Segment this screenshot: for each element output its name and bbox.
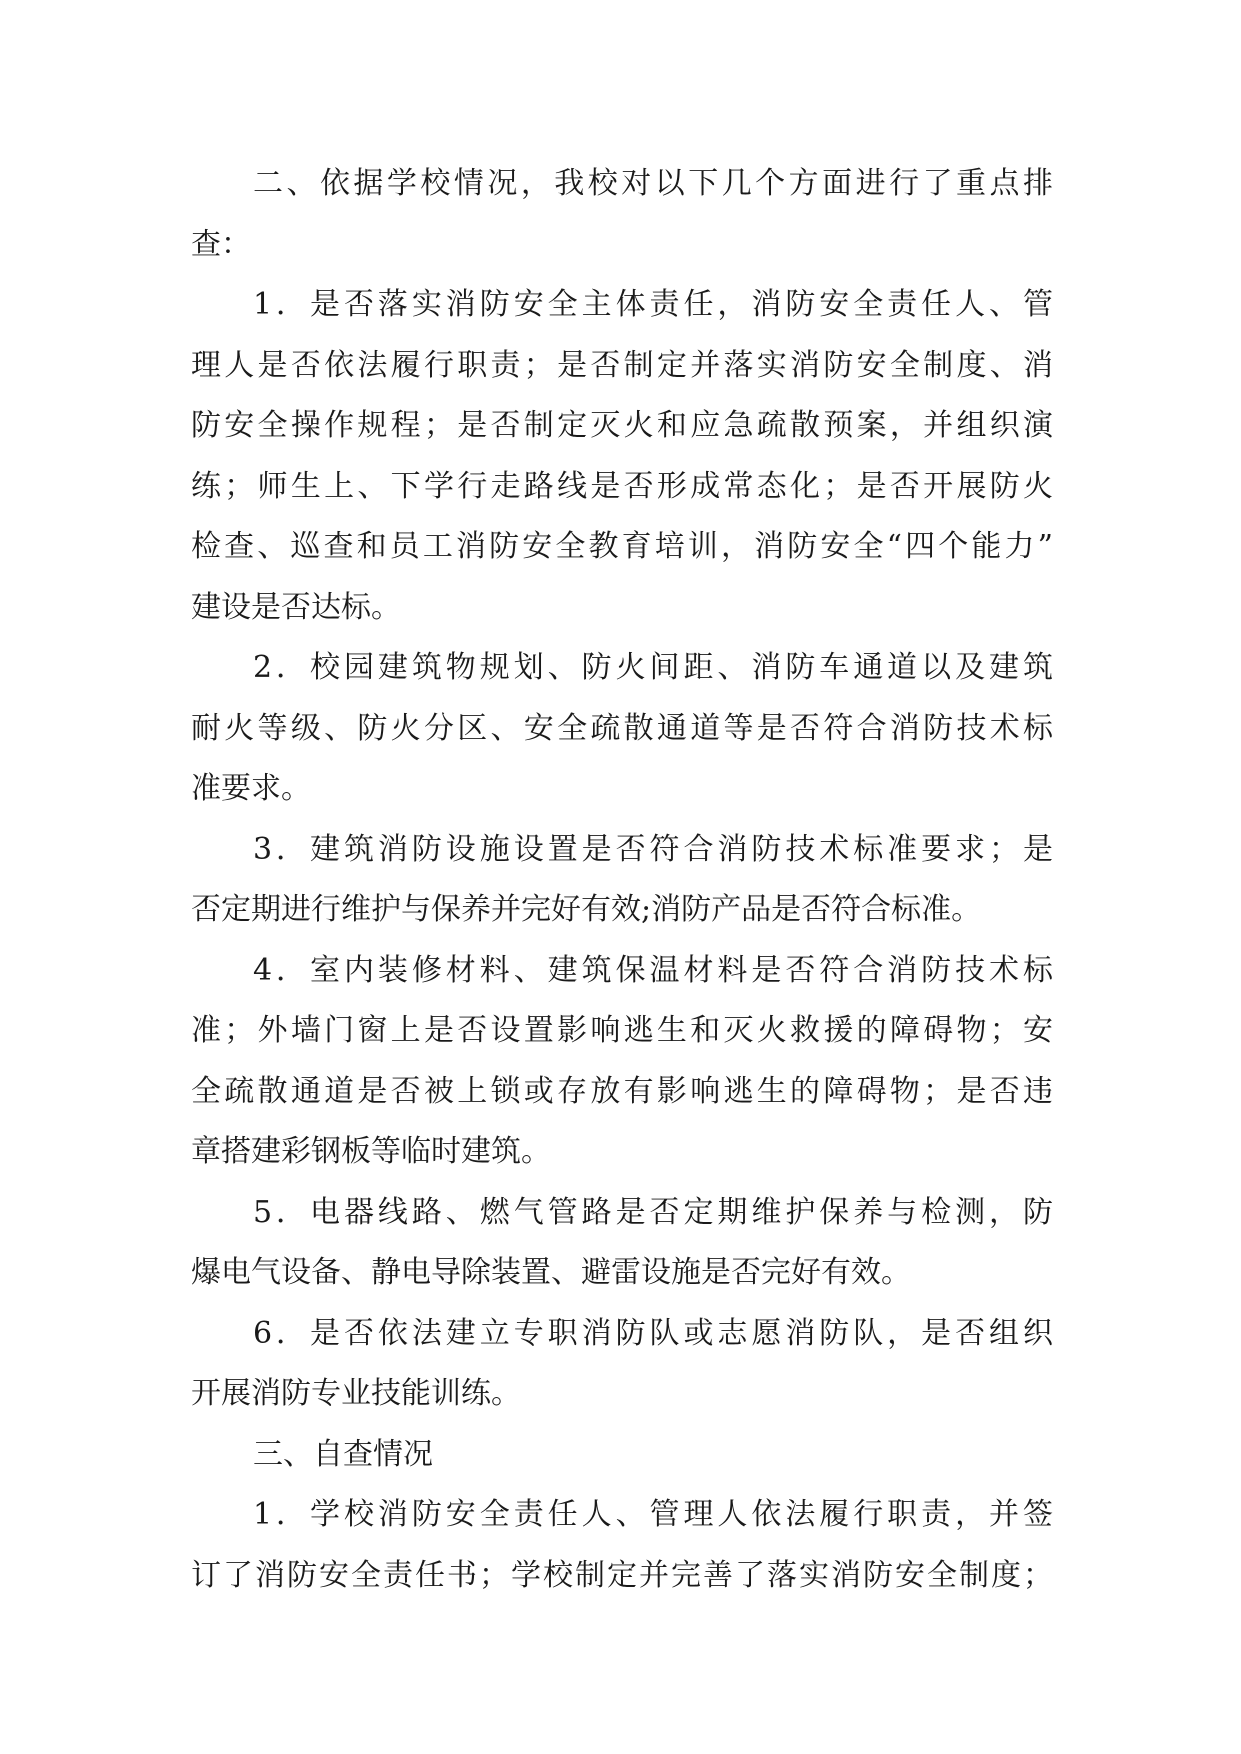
text-line: 检查、巡查和员工消防安全教育培训，消防安全“四个能力” bbox=[191, 529, 1053, 564]
text-line: 订了消防安全责任书；学校制定并完善了落实消防安全制度； bbox=[191, 1557, 1053, 1593]
text-line: 查： bbox=[191, 226, 251, 262]
text-line: 1．学校消防安全责任人、管理人依法履行职责，并签 bbox=[253, 1497, 1053, 1532]
text-line: 开展消防专业技能训练。 bbox=[191, 1376, 521, 1411]
text-line: 章搭建彩钢板等临时建筑。 bbox=[191, 1134, 551, 1169]
text-line: 爆电气设备、静电导除装置、避雷设施是否完好有效。 bbox=[191, 1255, 911, 1290]
document-body bbox=[191, 154, 1053, 1606]
text-line: 6．是否依法建立专职消防队或志愿消防队，是否组织 bbox=[253, 1315, 1053, 1351]
text-line: 准要求。 bbox=[191, 771, 311, 806]
text-line: 理人是否依法履行职责；是否制定并落实消防安全制度、消 bbox=[191, 347, 1053, 383]
text-line: 3．建筑消防设施设置是否符合消防技术标准要求；是 bbox=[253, 831, 1053, 867]
text-line: 否定期进行维护与保养并完好有效;消防产品是否符合标准。 bbox=[191, 892, 982, 927]
text-line: 防安全操作规程；是否制定灭火和应急疏散预案，并组织演 bbox=[191, 408, 1053, 443]
text-line: 建设是否达标。 bbox=[191, 589, 401, 625]
text-line: 三、自查情况 bbox=[253, 1436, 433, 1472]
text-line: 1．是否落实消防安全主体责任，消防安全责任人、管 bbox=[253, 287, 1053, 322]
text-line: 练；师生上、下学行走路线是否形成常态化；是否开展防火 bbox=[191, 468, 1053, 504]
text-line: 全疏散通道是否被上锁或存放有影响逃生的障碍物；是否违 bbox=[191, 1073, 1053, 1109]
text-line: 二、依据学校情况，我校对以下几个方面进行了重点排 bbox=[253, 166, 1053, 201]
text-line: 准；外墙门窗上是否设置影响逃生和灭火救援的障碍物；安 bbox=[191, 1013, 1053, 1048]
text-line: 2．校园建筑物规划、防火间距、消防车通道以及建筑 bbox=[253, 650, 1053, 685]
text-line: 耐火等级、防火分区、安全疏散通道等是否符合消防技术标 bbox=[191, 710, 1053, 746]
text-line: 4．室内装修材料、建筑保温材料是否符合消防技术标 bbox=[253, 952, 1053, 988]
text-line: 5．电器线路、燃气管路是否定期维护保养与检测，防 bbox=[253, 1194, 1053, 1230]
